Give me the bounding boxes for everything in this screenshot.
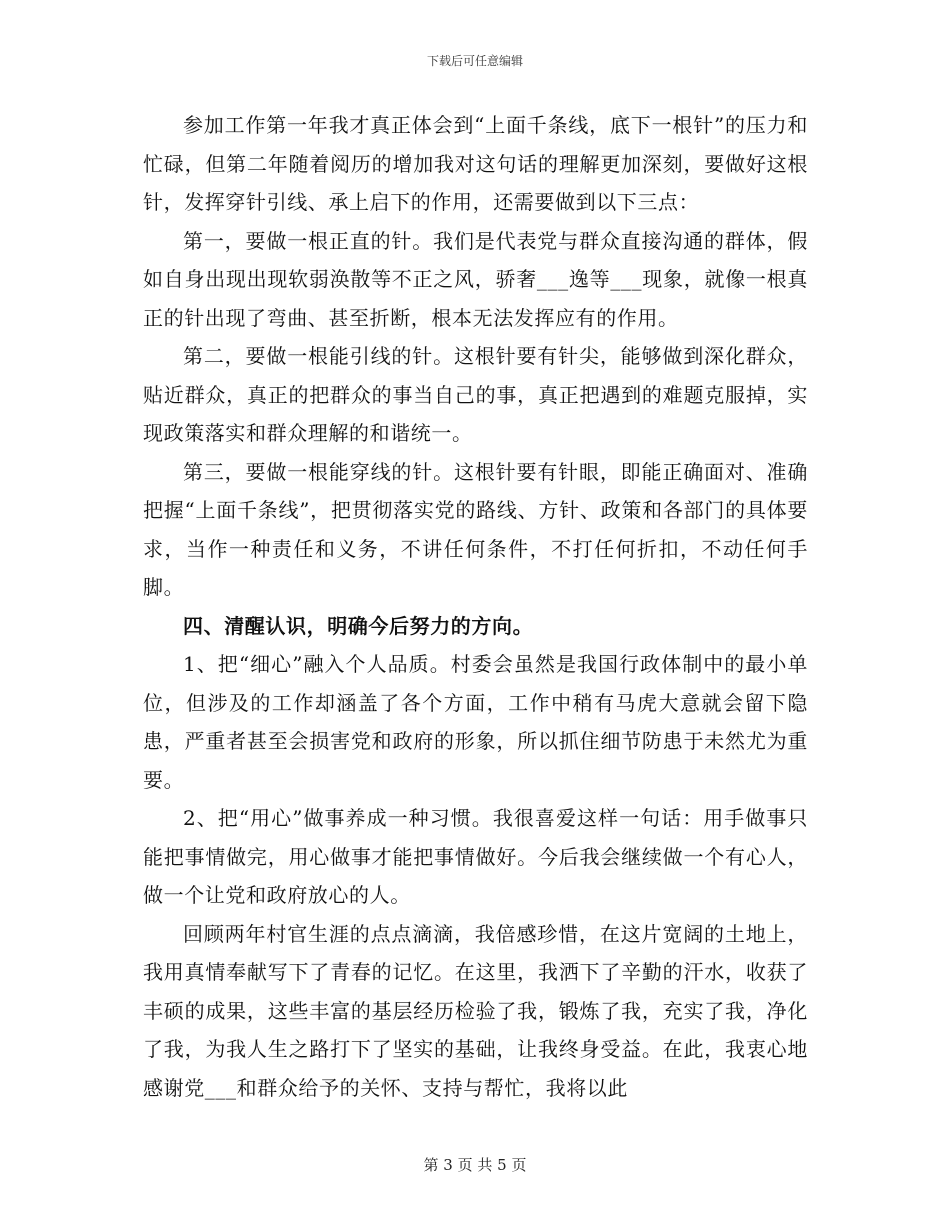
paragraph-conclusion: 回顾两年村官生涯的点点滴滴，我倍感珍惜，在这片宽阔的土地上，我用真情奉献写下了青春的记忆。在这里，我洒下了辛勤的汗水，收获了丰硕的成果，这些丰富的基层经历检验了我，锻炼了我，充实了我，净化了我，为我人生之路打下了坚实的基础，让我终身受益。在此，我衷心地感谢党___和群众给予的关怀、支持与帮忙，我将以此	[143, 921, 808, 1100]
paragraph-point-one: 第一，要做一根正直的针。我们是代表党与群众直接沟通的群体，假如自身出现出现软弱涣散等不正之风，骄奢___逸等___现象，就像一根真正的针出现了弯曲、甚至折断，根本无法发挥应有的作用。	[143, 228, 808, 330]
paragraph-item-one: 1、把“细心”融入个人品质。村委会虽然是我国行政体制中的最小单位，但涉及的工作却涵盖了各个方面，工作中稍有马虎大意就会留下隐患，严重者甚至会损害党和政府的形象，所以抓住细节防患于未然尤为重要。	[143, 652, 808, 792]
section-heading: 四、清醒认识，明确今后努力的方向。	[183, 613, 534, 638]
paragraph-intro: 参加工作第一年我才真正体会到“上面千条线，底下一根针”的压力和忙碌，但第二年随着阅历的增加我对这句话的理解更加深刻，要做好这根针，发挥穿针引线、承上启下的作用，还需要做到以下三点：	[143, 113, 808, 214]
page-header: 下载后可任意编辑	[426, 54, 523, 68]
page-number: 第 3 页 共 5 页	[423, 1156, 527, 1174]
paragraph-point-three: 第三，要做一根能穿线的针。这根针要有针眼，即能正确面对、准确把握“上面千条线”，把贯彻落实党的路线、方针、政策和各部门的具体要求，当作一种责任和义务，不讲任何条件，不打任何折扣，不动任何手脚。	[143, 459, 808, 599]
paragraph-item-two: 2、把“用心”做事养成一种习惯。我很喜爱这样一句话：用手做事只能把事情做完，用心做事才能把事情做好。今后我会继续做一个有心人，做一个让党和政府放心的人。	[143, 806, 808, 907]
paragraph-point-two: 第二，要做一根能引线的针。这根针要有针尖，能够做到深化群众，贴近群众，真正的把群众的事当自己的事，真正把遇到的难题克服掉，实现政策落实和群众理解的和谐统一。	[143, 344, 808, 445]
document-body	[143, 106, 808, 1107]
